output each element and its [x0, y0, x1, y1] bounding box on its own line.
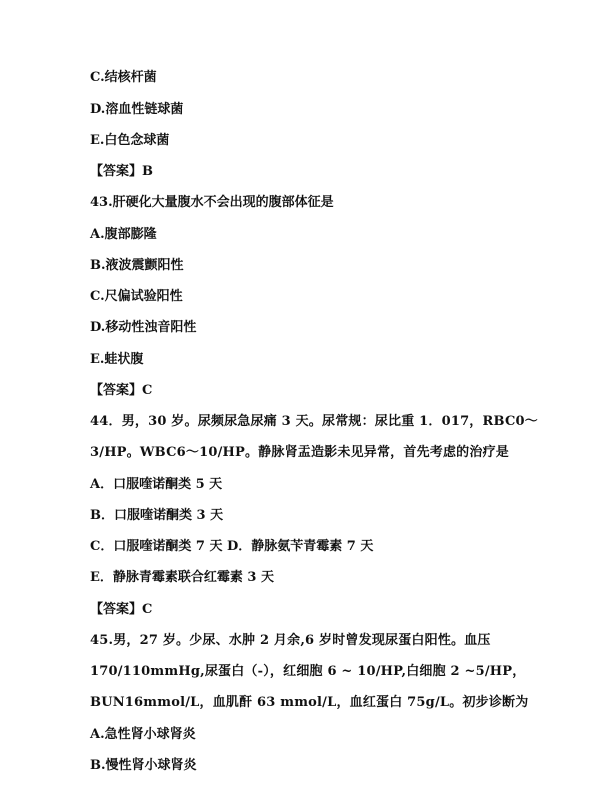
answer-q43: 【答案】C [90, 383, 153, 398]
answer-q42: 【答案】B [90, 164, 153, 179]
question-45-line-2: 170/110mmHg,尿蛋白（-），红细胞 6 ~ 10/HP,白细胞 2 ~5/HP， [90, 664, 526, 679]
option-e-q42: E.白色念球菌 [90, 133, 170, 148]
option-a-q43: A.腹部膨隆 [90, 227, 157, 242]
option-c-q43: C.尺偏试验阳性 [90, 289, 183, 304]
answer-q44: 【答案】C [90, 602, 153, 617]
option-e-q44: E．静脉青霉素联合红霉素 3 天 [90, 570, 275, 585]
question-44-line-2: 3/HP。WBC6～10/HP。静脉肾盂造影未见异常，首先考虑的治疗是 [90, 445, 509, 460]
option-e-q43: E.蛙状腹 [90, 352, 144, 367]
option-a-q45: A.急性肾小球肾炎 [90, 727, 196, 742]
option-c-q42: C.结核杆菌 [90, 70, 157, 85]
option-d-q43: D.移动性浊音阳性 [90, 320, 197, 335]
option-a-q44: A．口服喹诺酮类 5 天 [90, 477, 223, 492]
question-45-line-1: 45.男，27 岁。少尿、水肿 2 月余,6 岁时曾发现尿蛋白阳性。血压 [90, 633, 491, 648]
option-c-d-q44: C．口服喹诺酮类 7 天 D．静脉氨苄青霉素 7 天 [90, 539, 374, 554]
question-45-line-3: BUN16mmol/L，血肌酐 63 mmol/L，血红蛋白 75g/L。初步诊断为 [90, 695, 529, 710]
question-43: 43.肝硬化大量腹水不会出现的腹部体征是 [90, 195, 334, 210]
question-44-line-1: 44．男，30 岁。尿频尿急尿痛 3 天。尿常规：尿比重 1．017，RBC0～ [90, 414, 538, 429]
option-d-q42: D.溶血性链球菌 [90, 102, 184, 117]
option-b-q44: B．口服喹诺酮类 3 天 [90, 508, 224, 523]
option-b-q45: B.慢性肾小球肾炎 [90, 758, 197, 773]
option-b-q43: B.液波震颤阳性 [90, 258, 184, 273]
